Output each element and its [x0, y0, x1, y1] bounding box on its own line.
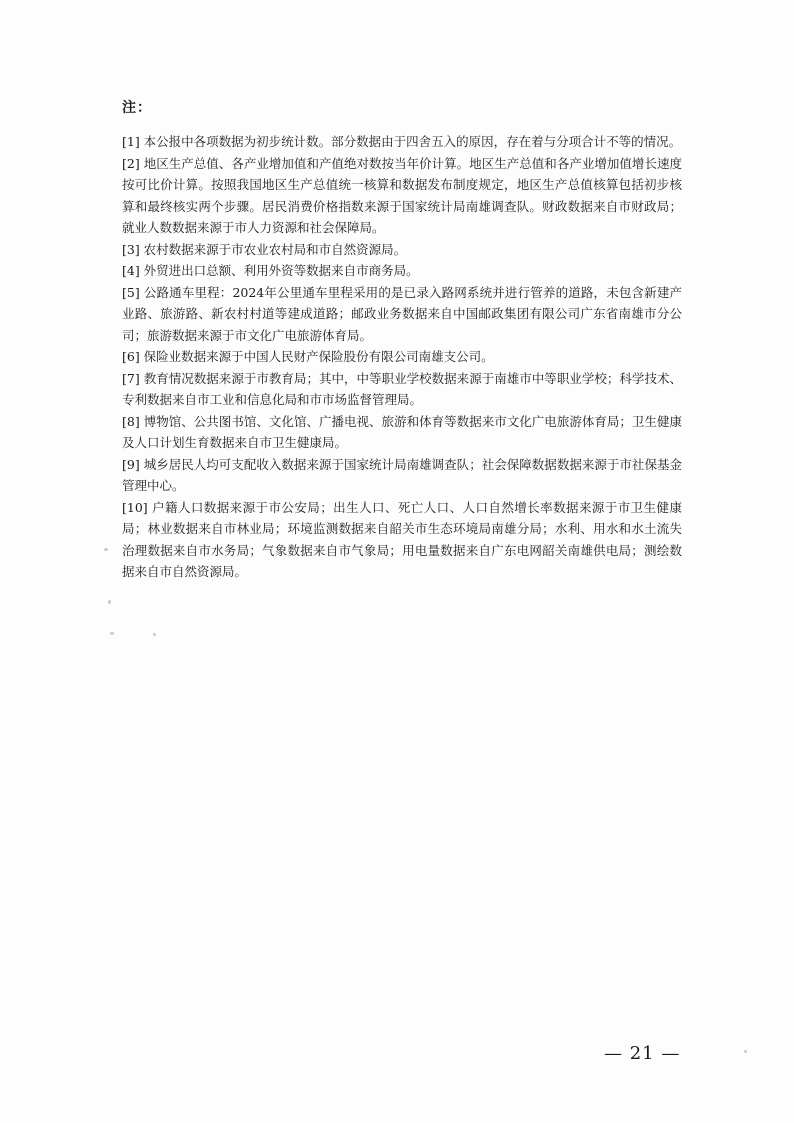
scan-speck [110, 632, 114, 635]
scan-speck [108, 600, 111, 604]
note-item-7: [7] 教育情况数据来源于市教育局；其中，中等职业学校数据来源于南雄市中等职业学校；科学技术、专利数据来自市工业和信息化局和市市场监督管理局。 [122, 370, 682, 407]
note-item-4: [4] 外贸进出口总额、利用外资等数据来自市商务局。 [122, 263, 419, 278]
note-item-1: [1] 本公报中各项数据为初步统计数。部分数据由于四舍五入的原因，存在着与分项合计不等的情况。 [122, 134, 682, 149]
note-item-2: [2] 地区生产总值、各产业增加值和产值绝对数按当年价计算。地区生产总值和各产业增加值增长速度按可比价计算。按照我国地区生产总值统一核算和数据发布制度规定，地区生产总值核算包括初步核算和最终核实两个步骤。居民消费价格指数来源于国家统计局南雄调查队。财政数据来自市财政局；就业人数数据来源于市人力资源和社会保障局。 [122, 155, 682, 235]
note-item-9: [9] 城乡居民人均可支配收入数据来源于国家统计局南雄调查队；社会保障数据数据来源于市社保基金管理中心。 [122, 456, 682, 493]
notes-list [122, 131, 682, 583]
note-item-8: [8] 博物馆、公共图书馆、文化馆、广播电视、旅游和体育等数据来市文化广电旅游体育局；卫生健康及人口计划生育数据来自市卫生健康局。 [122, 413, 682, 450]
note-item-10: [10] 户籍人口数据来源于市公安局；出生人口、死亡人口、人口自然增长率数据来源于市卫生健康局；林业数据来自市林业局；环境监测数据来自韶关市生态环境局南雄分局；水利、用水和水土流失治理数据来自市水务局；气象数据来自市气象局；用电量数据来自广东电网韶关南雄供电局；测绘数据来自市自然资源局。 [122, 499, 682, 579]
page-number: — 21 — [604, 1043, 681, 1064]
notes-heading: 注： [122, 100, 152, 116]
scan-speck [744, 1050, 747, 1053]
note-item-3: [3] 农村数据来源于市农业农村局和市自然资源局。 [122, 241, 407, 257]
note-item-5: [5] 公路通车里程：2024年公里通车里程采用的是已录入路网系统并进行管养的道路，未包含新建产业路、旅游路、新农村村道等建成道路；邮政业务数据来自中国邮政集团有限公司广东省南雄市分公司；旅游数据来源于市文化广电旅游体育局。 [122, 284, 682, 343]
scan-speck [153, 633, 156, 636]
note-item-6: [6] 保险业数据来源于中国人民财产保险股份有限公司南雄支公司。 [122, 349, 494, 364]
scan-speck [104, 548, 108, 551]
